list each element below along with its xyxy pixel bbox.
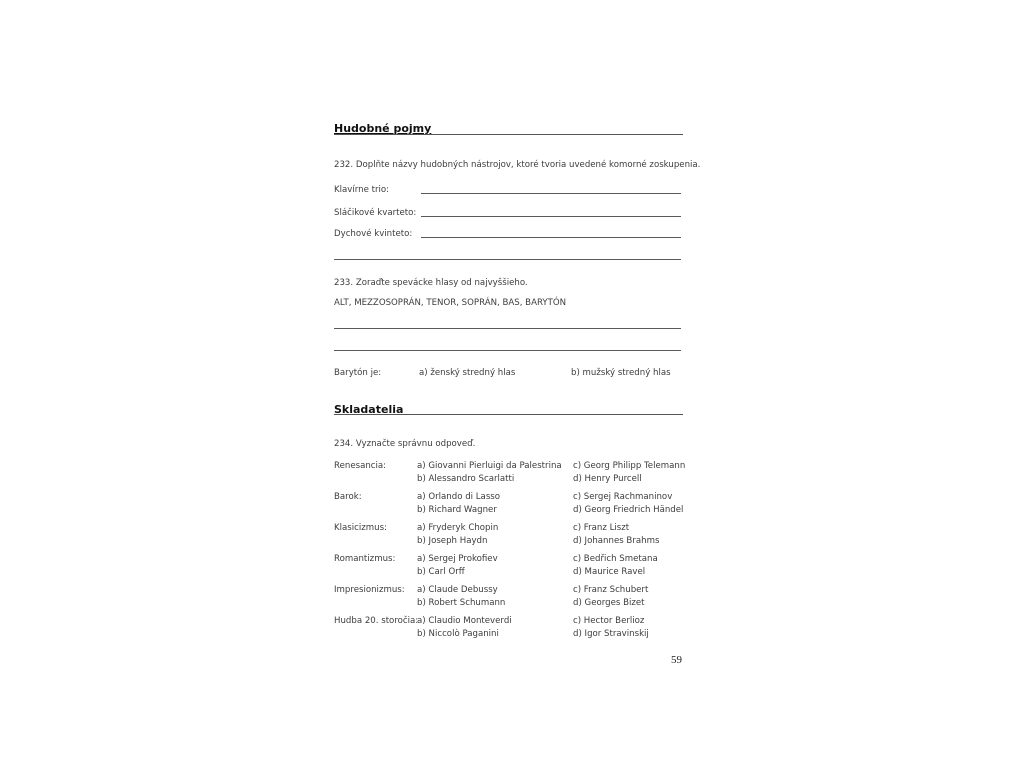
period-label: Romantizmus: — [334, 554, 396, 564]
option-a[interactable]: a) Claudio Monteverdi — [417, 616, 512, 626]
option-d[interactable]: d) Maurice Ravel — [573, 567, 646, 577]
question-233-text: 233. Zoraďte spevácke hlasy od najvyššieho. — [334, 278, 528, 288]
voice-list: ALT, MEZZOSOPRÁN, TENOR, SOPRÁN, BAS, BARYTÓN — [334, 298, 567, 308]
baryton-label: Barytón je: — [334, 368, 382, 378]
question-232-text: 232. Doplňte názvy hudobných nástrojov, ktoré tvoria uvedené komorné zoskupenia. — [334, 160, 701, 170]
option-b[interactable]: b) Joseph Haydn — [417, 536, 488, 546]
option-b[interactable]: b) Richard Wagner — [417, 505, 497, 515]
option-b[interactable]: b) Niccolò Paganini — [417, 629, 499, 639]
option-c[interactable]: c) Sergej Rachmaninov — [573, 492, 673, 502]
answer-line-extra[interactable] — [334, 259, 681, 260]
option-a[interactable]: a) Fryderyk Chopin — [417, 523, 499, 533]
period-label: Impresionizmus: — [334, 585, 405, 595]
answer-line-piano-trio[interactable] — [421, 193, 681, 194]
option-b[interactable]: b) Alessandro Scarlatti — [417, 474, 515, 484]
option-b[interactable]: b) Robert Schumann — [417, 598, 506, 608]
option-a[interactable]: a) Giovanni Pierluigi da Palestrina — [417, 461, 562, 471]
page-number: 59 — [671, 654, 682, 666]
baryton-option-b[interactable]: b) mužský stredný hlas — [571, 368, 671, 378]
period-label: Barok: — [334, 492, 362, 502]
answer-line-wind-quintet[interactable] — [421, 237, 681, 238]
option-a[interactable]: a) Claude Debussy — [417, 585, 498, 595]
answer-line-string-quartet[interactable] — [421, 216, 681, 217]
option-d[interactable]: d) Igor Stravinskij — [573, 629, 649, 639]
section-title-composers: Skladatelia — [334, 403, 404, 416]
question-234-text: 234. Vyznačte správnu odpoveď. — [334, 439, 476, 449]
period-label: Klasicizmus: — [334, 523, 387, 533]
option-d[interactable]: d) Henry Purcell — [573, 474, 642, 484]
answer-line-voice-order-2[interactable] — [334, 350, 681, 351]
option-c[interactable]: c) Hector Berlioz — [573, 616, 645, 626]
option-a[interactable]: a) Sergej Prokofiev — [417, 554, 498, 564]
option-d[interactable]: d) Johannes Brahms — [573, 536, 660, 546]
option-d[interactable]: d) Georges Bizet — [573, 598, 645, 608]
section-title-music-terms: Hudobné pojmy — [334, 122, 432, 135]
option-c[interactable]: c) Georg Philipp Telemann — [573, 461, 686, 471]
answer-line-voice-order-1[interactable] — [334, 328, 681, 329]
option-a[interactable]: a) Orlando di Lasso — [417, 492, 501, 502]
option-c[interactable]: c) Franz Liszt — [573, 523, 630, 533]
option-b[interactable]: b) Carl Orff — [417, 567, 465, 577]
option-c[interactable]: c) Bedřich Smetana — [573, 554, 658, 564]
label-string-quartet: Sláčikové kvarteto: — [334, 208, 417, 218]
option-c[interactable]: c) Franz Schubert — [573, 585, 649, 595]
section-title-rule — [334, 134, 683, 135]
period-label: Hudba 20. storočia: — [334, 616, 419, 626]
period-label: Renesancia: — [334, 461, 387, 471]
label-wind-quintet: Dychové kvinteto: — [334, 229, 413, 239]
section-title-rule — [334, 414, 683, 415]
baryton-option-a[interactable]: a) ženský stredný hlas — [419, 368, 516, 378]
label-piano-trio: Klavírne trio: — [334, 185, 390, 195]
option-d[interactable]: d) Georg Friedrich Händel — [573, 505, 684, 515]
